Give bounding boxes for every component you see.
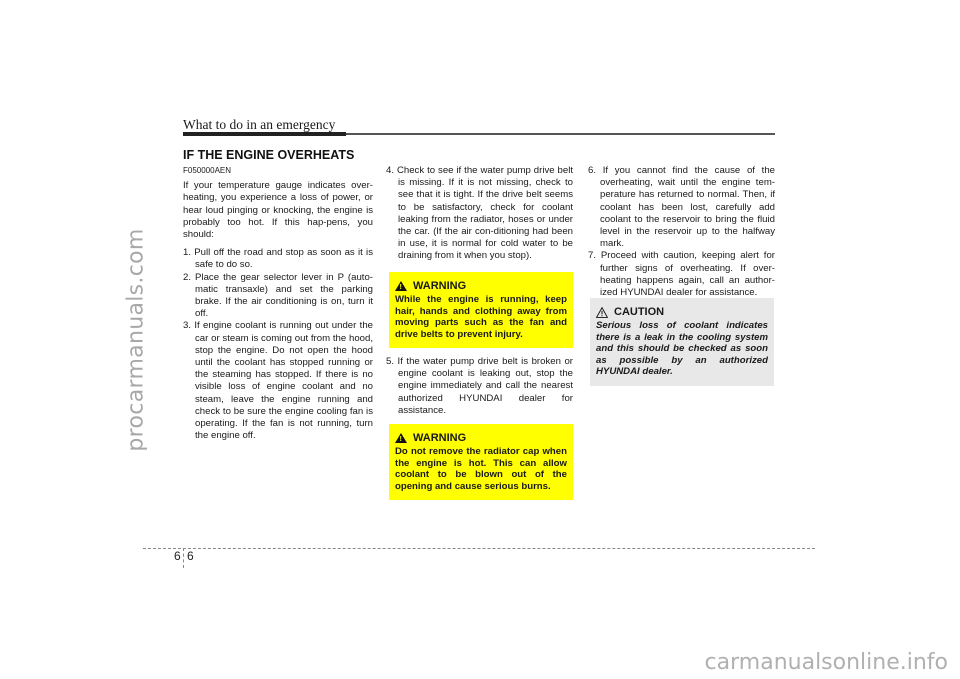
step-5: 5. If the water pump drive belt is broken or engine coolant is leaking out, stop the engine immediately and call the nearest authorized HYUNDAI dealer for assistance. bbox=[386, 356, 573, 416]
column-2-lower bbox=[386, 356, 573, 417]
warning-triangle-icon: ! bbox=[395, 433, 407, 443]
column-1 bbox=[183, 165, 373, 442]
chapter-number: 6 bbox=[174, 549, 181, 563]
footer-separator bbox=[183, 548, 184, 568]
section-code: F050000AEN bbox=[183, 166, 232, 175]
footer-rule bbox=[143, 548, 815, 549]
warning-triangle-icon: ! bbox=[395, 281, 407, 291]
warning-title-2: WARNING bbox=[413, 432, 467, 444]
watermark-bottom: carmanualsonline.info bbox=[704, 650, 948, 675]
section-title: What to do in an emergency bbox=[183, 117, 336, 132]
intro-paragraph: If your temperature gauge indicates over-heating, you experience a loss of power, or hear loud pinging or knocking, the engine is probably too hot. If this hap-pens, you should: bbox=[183, 180, 373, 241]
watermark-left: procarmanuals.com bbox=[123, 228, 149, 452]
step-2: 2. Place the gear selector lever in P (auto-matic transaxle) and set the parking brake. If the air conditioning is on, turn it off. bbox=[183, 271, 373, 320]
step-1: 1. Pull off the road and stop as soon as it is safe to do so. bbox=[183, 247, 373, 271]
warning-text-2: Do not remove the radiator cap when the engine is hot. This can allow coolant to be blown out of the opening and cause serious burns. bbox=[395, 446, 567, 492]
warning-header-1 bbox=[395, 280, 567, 292]
column-2 bbox=[386, 165, 573, 263]
caution-triangle-icon bbox=[596, 307, 608, 318]
warning-box-1 bbox=[389, 272, 573, 348]
caution-box bbox=[590, 298, 774, 386]
page-number: 6 bbox=[187, 549, 194, 563]
step-3: 3. If engine coolant is running out under the car or steam is coming out from the hood, stop the engine. Do not open the hood until the coolant has stopped running or the steaming has stopped. If there is no visible loss of engine coolant and no steam, leave the engine running and check to be sure the engine cooling fan is operating. If the fan is not running, turn the engine off. bbox=[183, 320, 373, 442]
warning-text-1: While the engine is running, keep hair, hands and clothing away from moving parts such as the fan and drive belts to prevent injury. bbox=[395, 294, 567, 340]
caution-text: Serious loss of coolant indicates there is a leak in the cooling system and this should be checked as soon as possible by an authorized HYUNDAI dealer. bbox=[596, 320, 768, 378]
column-3 bbox=[588, 165, 775, 299]
step-4: 4. Check to see if the water pump drive belt is missing. If it is not missing, check to see that it is tight. If the drive belt seems to be satisfactory, check for coolant leaking from the radiator, hoses or under the car. (If the air con-ditioning had been in use, it is normal for cold water to be draining from it when you stop). bbox=[386, 165, 573, 262]
step-7: 7. Proceed with caution, keeping alert for further signs of overheating. If over-heating happens again, call an author-ized HYUNDAI dealer for assistance. bbox=[588, 250, 775, 299]
caution-header bbox=[596, 306, 768, 318]
title-rule-accent bbox=[183, 132, 346, 136]
warning-title-1: WARNING bbox=[413, 280, 467, 292]
page-heading: IF THE ENGINE OVERHEATS bbox=[183, 148, 355, 162]
step-6: 6. If you cannot find the cause of the overheating, wait until the engine tem-perature has returned to normal. Then, if coolant has been lost, carefully add coolant to the reservoir to bring the fluid level in the reservoir up to the halfway mark. bbox=[588, 165, 775, 250]
warning-box-2 bbox=[389, 424, 573, 500]
warning-header-2 bbox=[395, 432, 567, 444]
caution-title: CAUTION bbox=[614, 306, 665, 318]
